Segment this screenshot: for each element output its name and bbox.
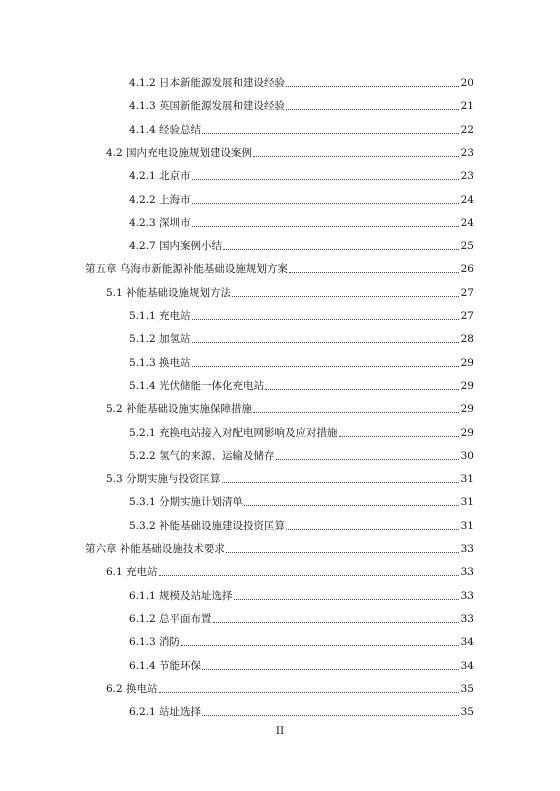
toc-entry[interactable] — [106, 396, 474, 416]
toc-entry-page: 23 — [460, 170, 474, 183]
toc-entry-page: 31 — [460, 473, 474, 486]
toc-entry-title: 5.3.1 分期实施计划清单 — [129, 496, 244, 509]
toc-entry[interactable] — [129, 303, 474, 323]
toc-entry-title: 5.1 补能基础设施规划方法 — [106, 286, 232, 299]
dot-leader — [286, 528, 459, 530]
toc-entry-page: 31 — [460, 519, 474, 532]
dot-leader — [234, 598, 459, 600]
toc-entry[interactable] — [106, 676, 474, 696]
toc-entry-page: 26 — [460, 263, 474, 276]
dot-leader — [202, 668, 459, 670]
toc-entry[interactable] — [129, 489, 474, 509]
toc-entry-page: 31 — [460, 496, 474, 509]
dot-leader — [202, 132, 459, 134]
toc-entry-title: 5.2 补能基础设施实施保障措施 — [106, 403, 253, 416]
toc-entry-page: 29 — [460, 379, 474, 392]
toc-entry-title: 第六章 补能基础设施技术要求 — [85, 543, 225, 555]
toc-entry-title: 4.2.1 北京市 — [129, 170, 191, 183]
toc-entry[interactable] — [129, 163, 474, 183]
toc-entry-title: 6.1.2 总平面布置 — [129, 612, 212, 625]
toc-entry[interactable] — [129, 70, 474, 90]
toc-entry-page: 27 — [460, 286, 474, 299]
toc-entry-title: 6.2.1 站址选择 — [129, 706, 202, 719]
dot-leader — [159, 574, 459, 576]
dot-leader — [339, 435, 459, 437]
toc-entry-page: 24 — [460, 216, 474, 229]
toc-entry-title: 5.3.2 补能基础设施建设投资匡算 — [129, 519, 286, 532]
toc-entry[interactable] — [106, 280, 474, 300]
toc-entry-page: 33 — [460, 543, 474, 555]
dot-leader — [286, 85, 459, 87]
toc-entry[interactable] — [129, 326, 474, 346]
toc-entry[interactable] — [106, 140, 474, 160]
dot-leader — [181, 644, 459, 646]
toc-entry-page: 21 — [460, 100, 474, 113]
toc-entry-title: 6.1 充电站 — [106, 566, 158, 579]
dot-leader — [226, 551, 459, 553]
toc-entry-page: 25 — [460, 240, 474, 253]
toc-entry-page: 23 — [460, 146, 474, 159]
dot-leader — [192, 225, 459, 227]
dot-leader — [286, 108, 459, 110]
dot-leader — [222, 481, 459, 483]
toc-entry-title: 5.1.4 光伏储能一体化充电站 — [129, 379, 265, 392]
dot-leader — [265, 388, 459, 390]
toc-entry-title: 4.2 国内充电设施规划建设案例 — [106, 146, 253, 159]
toc-entry-page: 34 — [460, 659, 474, 672]
dot-leader — [192, 365, 459, 367]
toc-entry-page: 35 — [460, 706, 474, 719]
toc-entry[interactable] — [106, 466, 474, 486]
toc-entry-title: 4.2.2 上海市 — [129, 193, 191, 206]
toc-entry-title: 5.2.1 充换电站接入对配电网影响及应对措施 — [129, 426, 338, 439]
dot-leader — [192, 202, 459, 204]
toc-entry-title: 5.1.1 充电站 — [129, 310, 191, 322]
toc-entry[interactable] — [129, 699, 474, 719]
toc-entry-title: 4.2.3 深圳市 — [129, 216, 191, 229]
toc-entry-page: 22 — [460, 123, 474, 136]
dot-leader — [192, 318, 459, 320]
toc-entry[interactable] — [129, 373, 474, 393]
toc-entry-page: 34 — [460, 636, 474, 649]
dot-leader — [213, 621, 459, 623]
toc-entry[interactable] — [129, 583, 474, 603]
toc-entry-title: 4.2.7 国内案例小结 — [129, 240, 223, 253]
toc-entry-title: 5.3 分期实施与投资匡算 — [106, 473, 221, 486]
dot-leader — [192, 341, 459, 343]
toc-entry-page: 33 — [460, 566, 474, 579]
toc-entry-title: 6.1.1 规模及站址选择 — [129, 589, 233, 602]
toc-entry-title: 5.2.2 氢气的来源、运输及储存 — [129, 449, 275, 462]
toc-entry[interactable] — [129, 443, 474, 463]
dot-leader — [202, 714, 459, 716]
toc-entry[interactable] — [106, 559, 474, 579]
toc-entry-title: 5.1.2 加氢站 — [129, 333, 191, 346]
toc-entry[interactable] — [129, 606, 474, 626]
toc-entry-page: 30 — [460, 449, 474, 462]
dot-leader — [253, 411, 459, 413]
toc-entry-page: 33 — [460, 612, 474, 625]
toc-entry-page: 29 — [460, 426, 474, 439]
dot-leader — [192, 178, 459, 180]
dot-leader — [289, 271, 459, 273]
toc-entry-title: 5.1.3 换电站 — [129, 356, 191, 369]
toc-entry[interactable] — [85, 256, 474, 276]
toc-entry[interactable] — [129, 187, 474, 207]
dot-leader — [159, 691, 459, 693]
toc-entry[interactable] — [129, 629, 474, 649]
toc-entry-page: 29 — [460, 356, 474, 369]
toc-entry[interactable] — [129, 350, 474, 370]
toc-entry[interactable] — [129, 513, 474, 533]
page-number: II — [275, 725, 285, 737]
dot-leader — [232, 295, 459, 297]
dot-leader — [276, 458, 459, 460]
toc-entry[interactable] — [129, 233, 474, 253]
toc-entry[interactable] — [129, 420, 474, 440]
dot-leader — [223, 248, 459, 250]
toc-entry[interactable] — [85, 536, 474, 556]
toc-entry[interactable] — [129, 210, 474, 230]
dot-leader — [253, 155, 459, 157]
toc-entry[interactable] — [129, 93, 474, 113]
toc-entry-title: 4.1.2 日本新能源发展和建设经验 — [129, 77, 286, 89]
toc-entry-page: 27 — [460, 310, 474, 322]
toc-entry-page: 24 — [460, 193, 474, 206]
toc-entry-page: 29 — [460, 403, 474, 416]
toc-entry-title: 第五章 乌海市新能源补能基础设施规划方案 — [85, 263, 288, 276]
toc-entry-title: 6.1.3 消防 — [129, 636, 181, 649]
toc-entry-title: 4.1.3 英国新能源发展和建设经验 — [129, 100, 286, 113]
toc-entry-title: 4.1.4 经验总结 — [129, 123, 202, 136]
dot-leader — [244, 504, 459, 506]
toc-entry-page: 35 — [460, 682, 474, 695]
toc-entry-title: 6.2 换电站 — [106, 682, 158, 695]
toc-entry-page: 28 — [460, 333, 474, 346]
toc-entry[interactable] — [129, 653, 474, 673]
toc-entry-title: 6.1.4 节能环保 — [129, 659, 202, 672]
toc-entry-page: 20 — [460, 77, 474, 89]
toc-entry[interactable] — [129, 117, 474, 137]
toc-entry-page: 33 — [460, 589, 474, 602]
